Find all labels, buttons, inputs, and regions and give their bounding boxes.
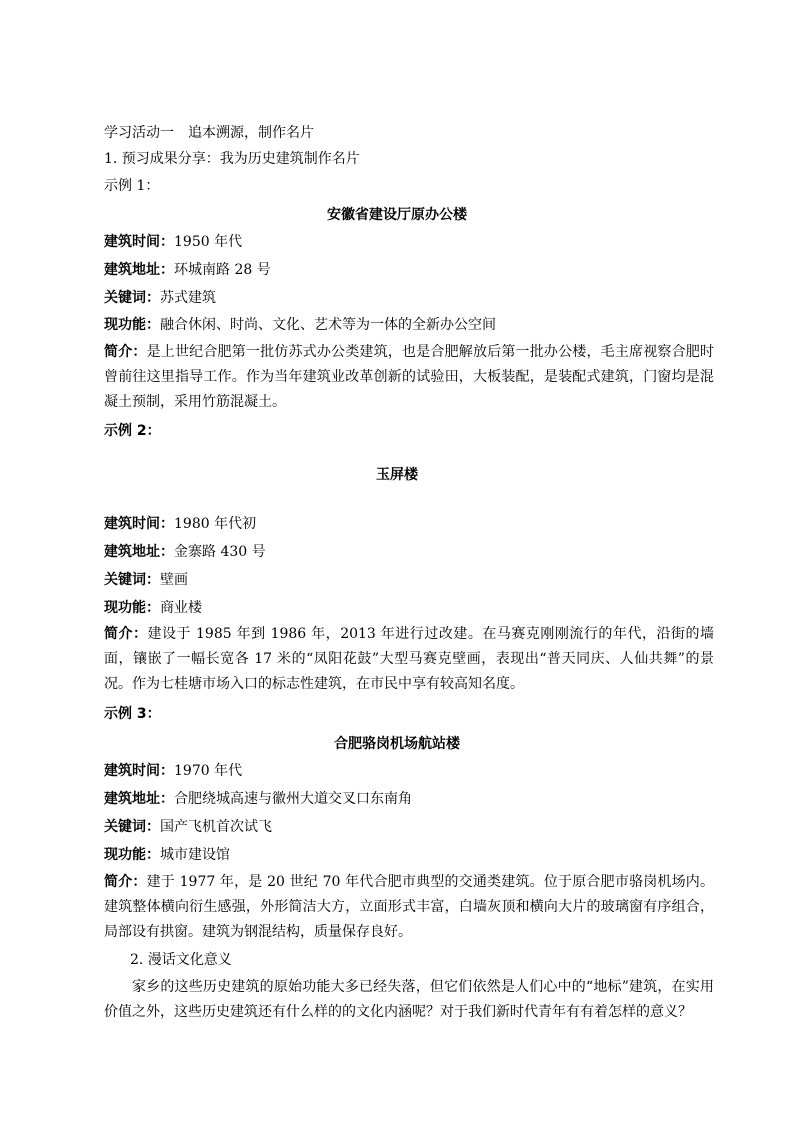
keyword-label: 关键词： <box>104 290 160 306</box>
time-label: 建筑时间： <box>104 234 174 250</box>
example-1-address <box>104 260 271 280</box>
example-2-intro <box>104 622 714 697</box>
example-1-function <box>104 315 496 335</box>
intro-value: 是上世纪合肥第一批仿苏式办公类建筑，也是合肥解放后第一批办公楼，毛主席视察合肥时曾前往这里指导工作。作为当年建筑业改革创新的试验田，大板装配，是装配式建筑，门窗均是混凝土预制，采用竹筋混凝土。 <box>104 344 715 410</box>
intro-value: 建设于 1985 年到 1986 年，2013 年进行过改建。在马赛克刚刚流行的年代，沿街的墙面，镶嵌了一幅长宽各 17 米的“凤阳花鼓”大型马赛克壁画，表现出“普天同庆、人仙共舞”的景况。作为七桂塘市场入口的标志性建筑，在市民中享有较高知名度。 <box>104 626 714 692</box>
function-label: 现功能： <box>104 600 160 616</box>
example-3-time <box>104 761 242 781</box>
keyword-value: 国产飞机首次试飞 <box>160 819 272 835</box>
example-2-time <box>104 514 256 534</box>
example-1-label: 示例 1： <box>104 178 160 194</box>
intro-label: 简介： <box>104 874 147 890</box>
example-1-keyword <box>104 288 216 308</box>
address-value: 环城南路 28 号 <box>174 262 271 278</box>
example-3-intro <box>104 870 714 945</box>
function-value: 商业楼 <box>160 600 202 616</box>
intro-value: 建于 1977 年，是 20 世纪 70 年代合肥市典型的交通类建筑。位于原合肥市骆岗机场内。建筑整体横向衍生感强，外形简洁大方，立面形式丰富，白墙灰顶和横向大片的玻璃窗有序组合，局部设有拱窗。建筑为钢混结构，质量保存良好。 <box>104 874 714 940</box>
keyword-value: 壁画 <box>160 572 188 588</box>
section2-title: 2. 漫话文化意义 <box>130 952 232 968</box>
example-1-name: 安徽省建设厅原办公楼 <box>327 207 467 223</box>
example-2-keyword <box>104 570 188 590</box>
keyword-label: 关键词： <box>104 572 160 588</box>
example-2-name: 玉屏楼 <box>376 467 418 483</box>
keyword-label: 关键词： <box>104 819 160 835</box>
address-value: 合肥绕城高速与徽州大道交叉口东南角 <box>174 791 412 807</box>
time-value: 1970 年代 <box>174 763 243 779</box>
example-3-function <box>104 845 230 865</box>
function-value: 城市建设馆 <box>160 847 230 863</box>
example-3-name: 合肥骆岗机场航站楼 <box>334 736 460 752</box>
keyword-value: 苏式建筑 <box>160 290 216 306</box>
section1-title: 1. 预习成果分享：我为历史建筑制作名片 <box>104 151 360 167</box>
function-label: 现功能： <box>104 317 160 333</box>
example-2-function <box>104 598 202 618</box>
example-1-intro <box>104 340 714 415</box>
address-label: 建筑地址： <box>104 262 174 278</box>
example-2-address <box>104 542 266 562</box>
intro-label: 简介： <box>104 626 148 642</box>
example-3-keyword <box>104 817 272 837</box>
example-2-label: 示例 2： <box>104 423 161 439</box>
address-label: 建筑地址： <box>104 544 174 560</box>
address-value: 金寨路 430 号 <box>174 544 266 560</box>
example-3-address <box>104 789 412 809</box>
address-label: 建筑地址： <box>104 791 174 807</box>
time-value: 1980 年代初 <box>174 516 257 532</box>
example-1-time <box>104 232 242 252</box>
function-label: 现功能： <box>104 847 160 863</box>
intro-label: 简介： <box>104 344 147 360</box>
time-label: 建筑时间： <box>104 763 174 779</box>
time-label: 建筑时间： <box>104 516 174 532</box>
section2-text: 家乡的这些历史建筑的原始功能大多已经失落，但它们依然是人们心中的“地标”建筑，在实用价值之外，这些历史建筑还有什么样的的文化内涵呢？对于我们新时代青年有有着怎样的意义？ <box>104 979 714 1020</box>
time-value: 1950 年代 <box>174 234 243 250</box>
example-3-label: 示例 3： <box>104 706 161 722</box>
activity-title: 学习活动一 追本溯源，制作名片 <box>104 125 314 141</box>
function-value: 融合休闲、时尚、文化、艺术等为一体的全新办公空间 <box>160 317 496 333</box>
